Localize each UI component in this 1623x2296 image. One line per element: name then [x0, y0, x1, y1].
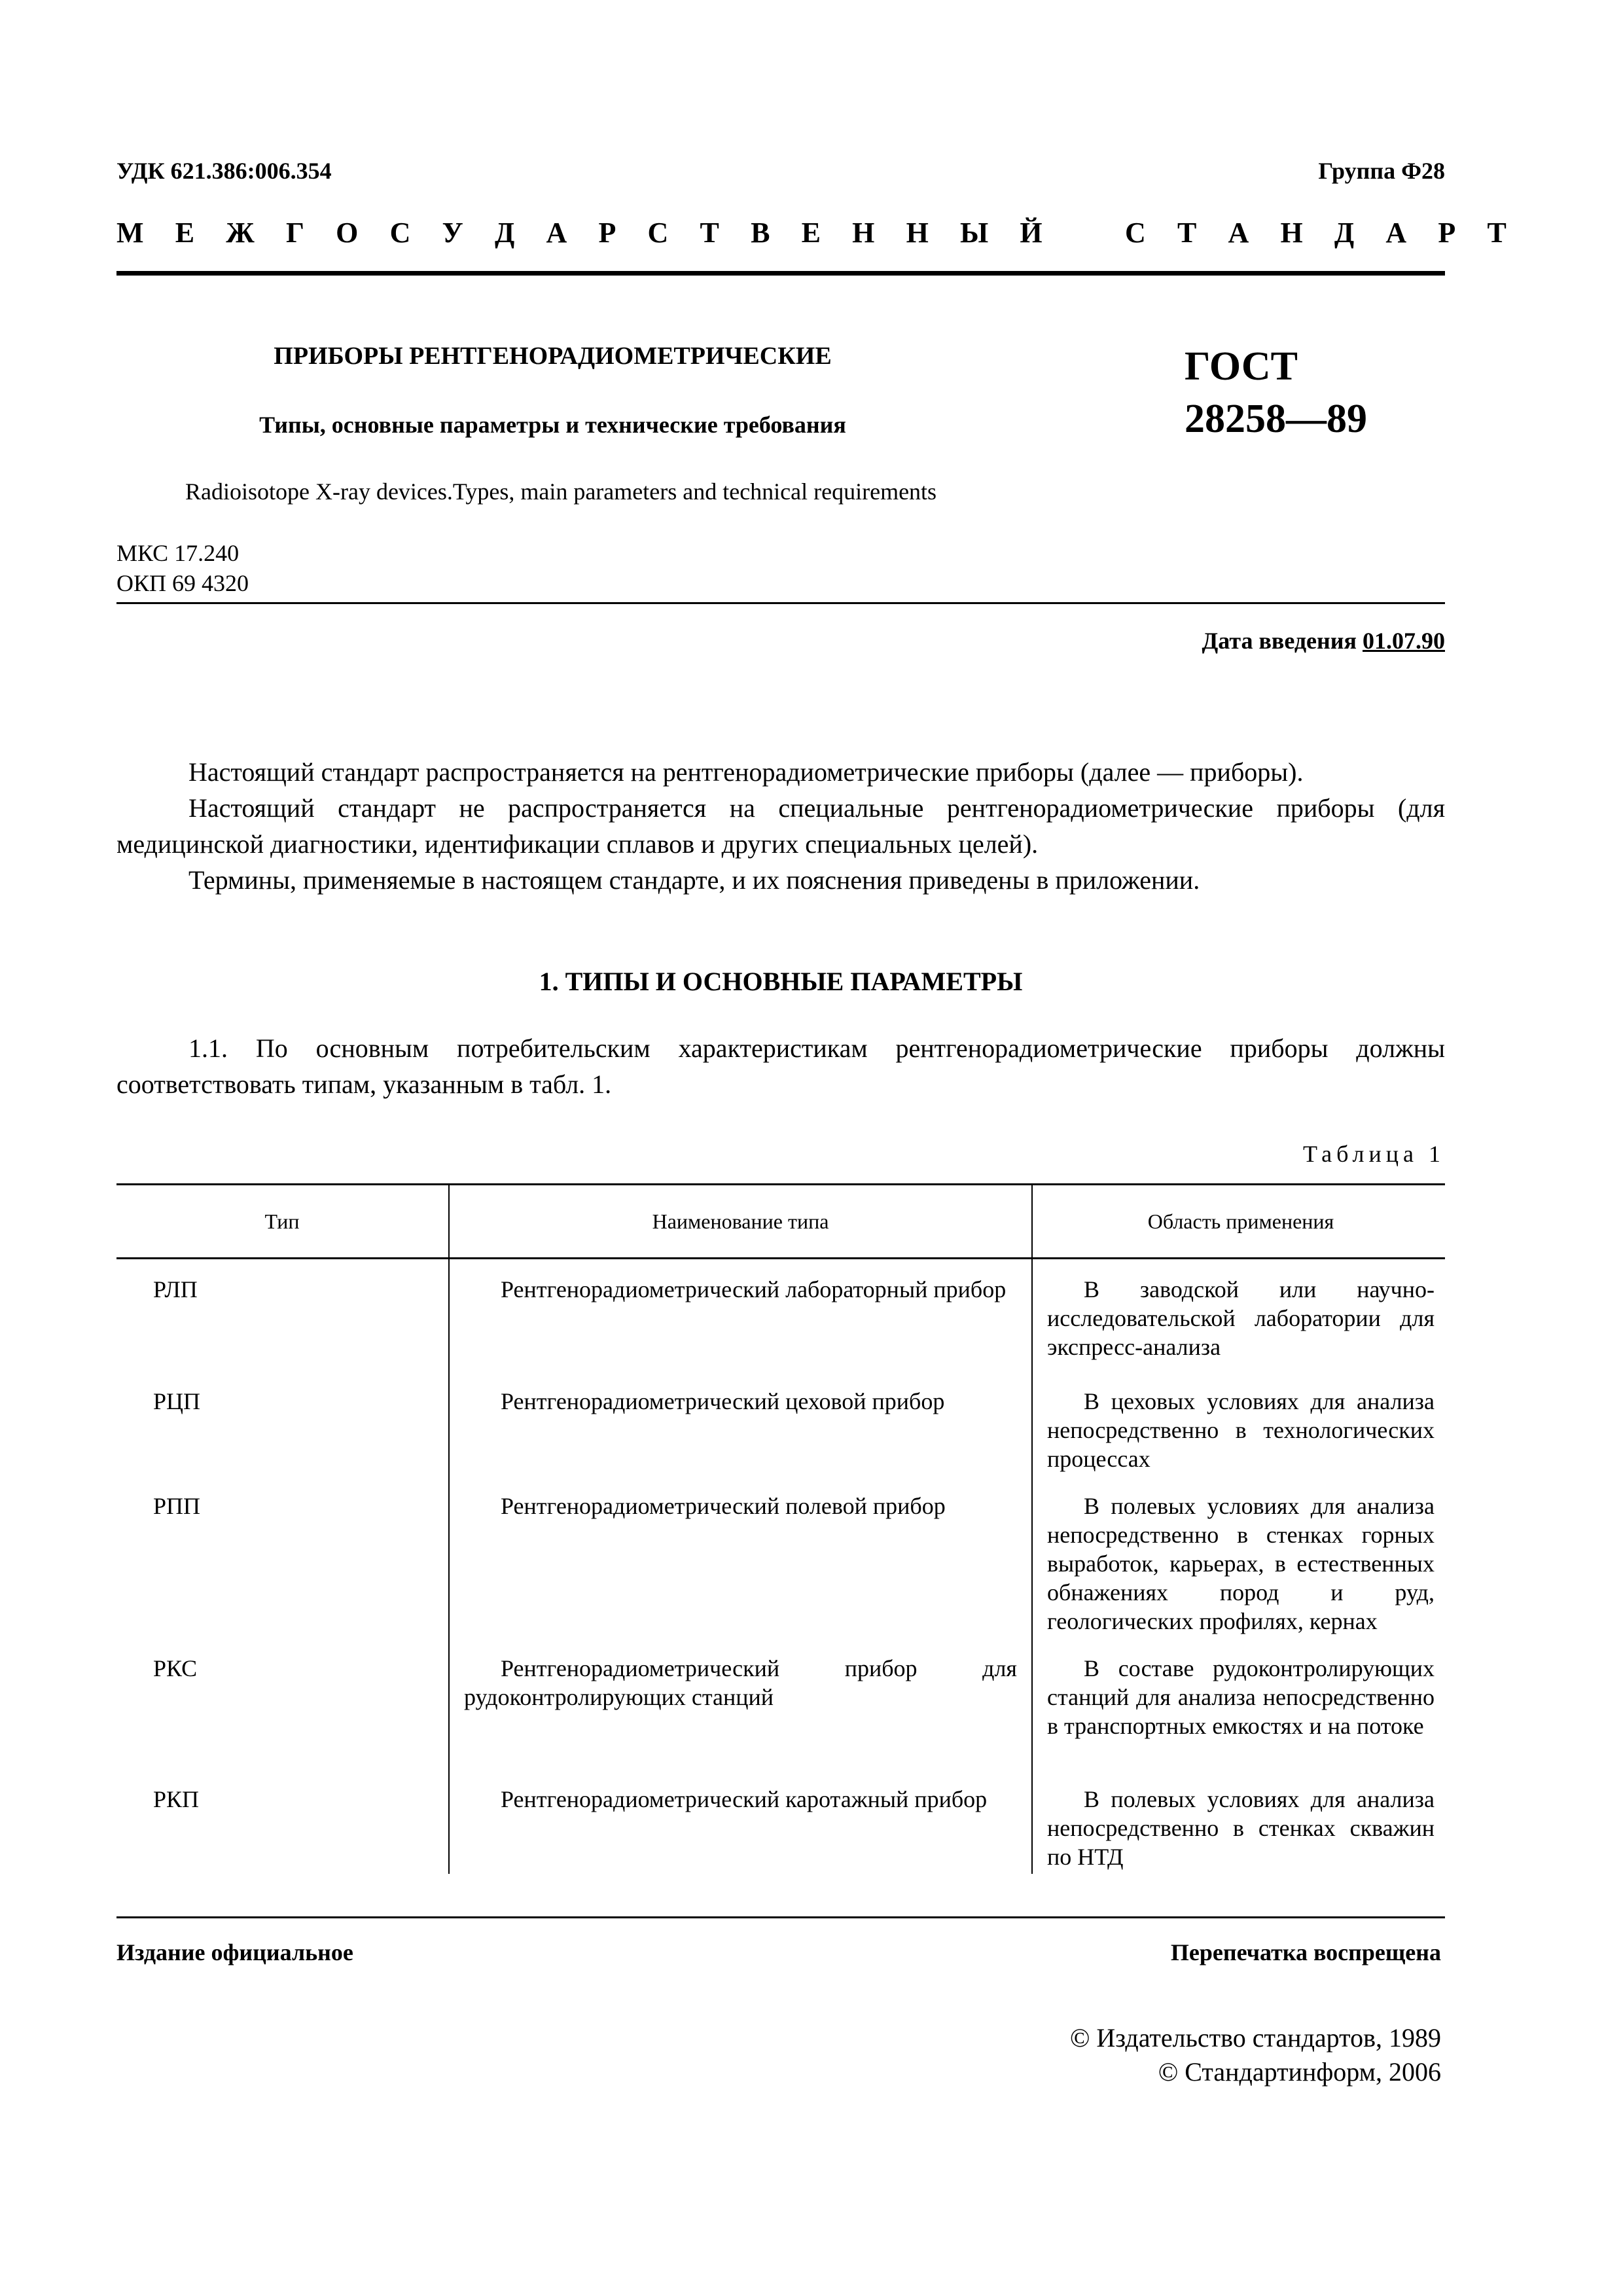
banner-letter: Т: [1487, 217, 1507, 249]
english-title: Radioisotope X-ray devices.Types, main parameters and technical requirements: [185, 478, 937, 505]
table-row: [116, 1259, 1445, 1371]
intro-paragraph: Настоящий стандарт распространяется на рентгенорадиометрические приборы (далее — приборы).: [188, 757, 1304, 787]
intro-text: [116, 754, 1445, 898]
copyright-line: © Издательство стандартов, 1989: [1069, 2023, 1441, 2053]
udk-code: УДК 621.386:006.354: [116, 158, 332, 184]
banner-letter: Р: [1438, 217, 1456, 249]
banner-letter: Т: [1177, 217, 1197, 249]
codes-rule: [116, 602, 1445, 604]
column-header-area: Область применения: [1032, 1185, 1445, 1259]
banner-letter: Д: [1334, 217, 1355, 249]
column-header-name: Наименование типа: [449, 1185, 1032, 1259]
banner-letter: Й: [1020, 217, 1043, 249]
group-code: Группа Ф28: [1318, 158, 1445, 184]
interstate-standard-banner: [116, 216, 1507, 249]
reprint-prohibited: Перепечатка воспрещена: [1170, 1939, 1441, 1965]
clause-paragraph: 1.1. По основным потребительским характеристикам рентгенорадиометрические приборы должны соответствовать типам, указанным в табл. 1.: [116, 1033, 1445, 1099]
official-edition: Издание официальное: [116, 1939, 353, 1965]
banner-letter: Р: [598, 217, 616, 249]
banner-letter: У: [442, 217, 463, 249]
banner-letter: С: [1125, 217, 1146, 249]
date-label: Дата введения: [1202, 628, 1357, 654]
banner-letter: Е: [175, 217, 195, 249]
gost-label: ГОСТ: [1185, 344, 1298, 389]
banner-letter: С: [389, 217, 411, 249]
table-row: [116, 1371, 1445, 1476]
okp-code: ОКП 69 4320: [116, 570, 249, 596]
type-name-cell: Рентгенорадиометрический лабораторный прибор: [501, 1276, 1007, 1302]
header-rule: [116, 271, 1445, 276]
type-cell: РПП: [153, 1492, 201, 1519]
document-title: ПРИБОРЫ РЕНТГЕНОРАДИОМЕТРИЧЕСКИЕ: [274, 342, 832, 370]
banner-letter: В: [751, 217, 770, 249]
application-area-cell: В составе рудоконтролирующих станций для анализа непосредственно в транспортных емкостях и на потоке: [1047, 1655, 1435, 1739]
banner-letter: Н: [906, 217, 929, 249]
type-name-cell: Рентгенорадиометрический прибор для рудоконтролирующих станций: [464, 1655, 1017, 1710]
banner-letter: Т: [700, 217, 719, 249]
footer-rule: [116, 1916, 1445, 1918]
mks-code: МКС 17.240: [116, 540, 240, 566]
copyright-line: © Стандартинформ, 2006: [1158, 2057, 1441, 2087]
type-name-cell: Рентгенорадиометрический каротажный прибор: [501, 1785, 988, 1812]
banner-letter: Г: [285, 217, 304, 249]
banner-letter: Ж: [226, 217, 255, 249]
date-value: 01.07.90: [1363, 628, 1445, 654]
type-cell: РКС: [153, 1655, 198, 1681]
gost-number: 28258—89: [1185, 397, 1367, 441]
banner-letter: Ы: [960, 217, 989, 249]
types-table: [116, 1183, 1445, 1874]
banner-letter: Н: [852, 217, 875, 249]
document-subtitle: Типы, основные параметры и технические требования: [259, 412, 846, 438]
application-area-cell: В заводской или научно-исследовательской лаборатории для экспресс-анализа: [1047, 1276, 1435, 1360]
banner-letter: Д: [495, 217, 515, 249]
banner-letter: М: [116, 217, 144, 249]
intro-paragraph: Настоящий стандарт не распространяется на специальные рентгенорадиометрические приборы (для медицинской диагностики, идентификации сплавов и других специальных целей).: [116, 793, 1445, 859]
banner-gap: [1074, 216, 1094, 249]
type-name-cell: Рентгенорадиометрический цеховой прибор: [501, 1388, 945, 1414]
column-header-type: Тип: [116, 1185, 449, 1259]
application-area-cell: В цеховых условиях для анализа непосредственно в технологических процессах: [1047, 1388, 1435, 1472]
application-area-cell: В полевых условиях для анализа непосредственно в стенках скважин по НТД: [1047, 1785, 1435, 1870]
banner-letter: Н: [1280, 217, 1303, 249]
table-row: [116, 1638, 1445, 1769]
table-caption: Таблица 1: [1303, 1141, 1445, 1167]
banner-letter: А: [546, 217, 567, 249]
introduction-date: [1202, 627, 1446, 655]
intro-paragraph: Термины, применяемые в настоящем стандарте, и их пояснения приведены в приложении.: [188, 865, 1200, 895]
clause-1-1: [116, 1030, 1445, 1102]
banner-letter: Е: [801, 217, 821, 249]
banner-letter: О: [336, 217, 359, 249]
type-cell: РЛП: [153, 1276, 198, 1302]
table-row: [116, 1769, 1445, 1874]
banner-letter: С: [647, 217, 669, 249]
application-area-cell: В полевых условиях для анализа непосредственно в стенках горных выработок, карьерах, в естественных обнажениях пород и руд, геологических профилях, кернах: [1047, 1492, 1435, 1634]
banner-letter: А: [1385, 217, 1407, 249]
type-name-cell: Рентгенорадиометрический полевой прибор: [501, 1492, 946, 1519]
section-heading: 1. ТИПЫ И ОСНОВНЫЕ ПАРАМЕТРЫ: [539, 967, 1023, 996]
table-header-row: [116, 1185, 1445, 1259]
type-cell: РЦП: [153, 1388, 201, 1414]
banner-letter: А: [1228, 217, 1249, 249]
table-row: [116, 1476, 1445, 1638]
type-cell: РКП: [153, 1785, 200, 1812]
